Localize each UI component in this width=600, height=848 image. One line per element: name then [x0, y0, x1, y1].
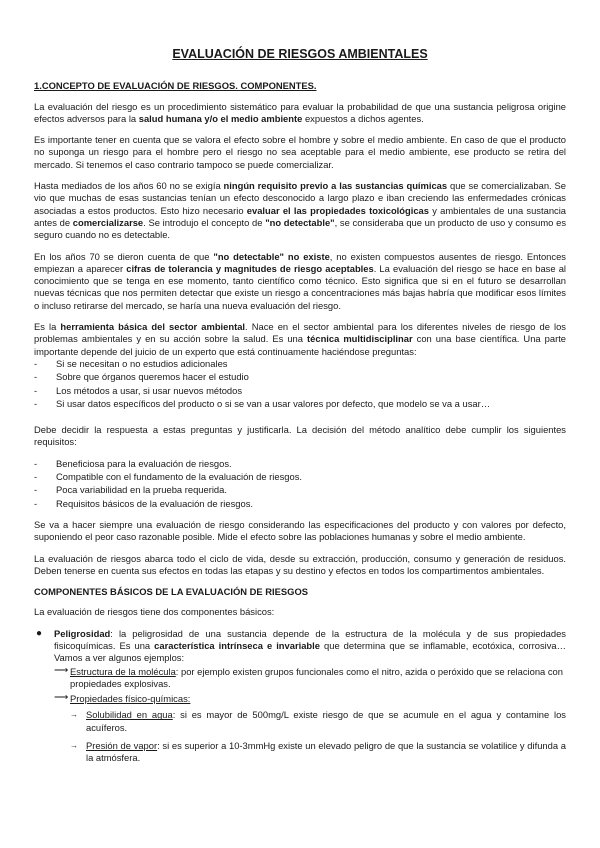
list-item: - Si se necesitan o no estudios adicionales: [34, 358, 566, 370]
document-page: [34, 48, 566, 771]
page-title: EVALUACIÓN DE RIESGOS AMBIENTALES: [172, 47, 428, 61]
list-item: - Los métodos a usar, si usar nuevos métodos: [34, 385, 566, 397]
paragraph-ciclo-vida: La evaluación de riesgos abarca todo el ciclo de vida, desde su extracción, producción, consumo y generación de residuos. Deben tenerse en cuenta sus efectos en todas las etapas y su destino y efectos en todos los compartimentos ambientales.: [34, 552, 566, 576]
list-item: - Sobre que órganos queremos hacer el estudio: [34, 371, 566, 383]
paragraph-herramienta: Es la herramienta básica del sector ambiental. Nace en el sector ambiental para los diferentes niveles de riesgo de los problemas ambientales y en su acción sobre la salud. Es una técnica multidisciplinar con una base científica. Una parte importante depende del juicio de un experto que está continuamente haciéndose preguntas:: [34, 321, 567, 357]
section-heading-componentes: COMPONENTES BÁSICOS DE LA EVALUACIÓN DE RIESGOS: [34, 586, 308, 598]
requirements-list: [34, 458, 566, 510]
paragraph-history-70s: En los años 70 se dieron cuenta de que "no detectable" no existe, no existen compuestos ausentes de riesgo. Entonces empiezan a aparecer cifras de tolerancia y magnitudes de riesgo aceptables. La evaluación del riesgo se hace en base al conocimiento que se tenga en ese momento, tanto científico como técnico. Esto significa que si en el futuro se desarrollan nuevas técnicas que nos permiten detectar que existe un riesgo a concentraciones más bajas habría que modificar esos límites o incluso retirarse del mercado, se haría una nueva evaluación del riesgo.: [34, 250, 566, 311]
paragraph-hombre-ambiente: Es importante tener en cuenta que se valora el efecto sobre el hombre y sobre el medio ambiente. En caso de que el producto no suponga un riesgo para el hombre pero el riesgo no sea aceptable para el medio ambiente, ese producto se retira del mercado. Si tenemos el caso contrario tampoco se puede comercializar.: [34, 134, 566, 170]
list-item: - Beneficiosa para la evaluación de riesgos.: [34, 458, 566, 470]
arrow-item-estructura: ⟶ Estructura de la molécula: por ejemplo existen grupos funcionales como el nitro, azida o peróxido que se relaciona con propiedades explosivas.: [54, 664, 563, 689]
bullet-dot-icon: ●: [36, 627, 43, 639]
section-heading-concepto: 1.CONCEPTO DE EVALUACIÓN DE RIESGOS. COMPONENTES.: [34, 80, 317, 92]
list-item: - Requisitos básicos de la evaluación de riesgos.: [34, 498, 566, 510]
arrow-right-icon: ⟶: [54, 692, 69, 704]
paragraph-peor-caso: Se va a hacer siempre una evaluación de riesgo considerando las especificaciones del producto y con valores por defecto, suponiendo el peor caso razonable posible. Mide el efecto sobre las poblaciones humanas y sobre el medio ambiente.: [34, 518, 566, 543]
sub-item-presion-vapor: → Presión de vapor: si es superior a 10-3mmHg existe un elevado peligro de que la sustancia se volatilice y difunda a la atmósfera.: [70, 740, 566, 764]
arrow-right-icon: →: [70, 710, 78, 720]
questions-list: [34, 358, 566, 410]
paragraph-definition: La evaluación del riesgo es un procedimiento sistemático para evaluar la probabilidad de que una sustancia peligrosa origine efectos adversos para la salud humana y/o el medio ambiente expuestos a dichos agentes.: [34, 100, 566, 124]
list-item: - Compatible con el fundamento de la evaluación de riesgos.: [34, 471, 566, 483]
paragraph-history-60s: Hasta mediados de los años 60 no se exigía ningún requisito previo a las sustancias químicas que se comercializaban. Se vio que muchas de esas sustancias tenían un efecto desconocido a largo plazo e iban creciendo las enfermedades crónicas asociadas a estos productos. Esto hizo necesario evaluar el las propiedades toxicológicas y ambientales de una sustancia antes de comercializarse. Se introdujo el concepto de "no detectable", se consideraba que un producto de uso y consumo es seguro cuando no es detectable.: [34, 180, 567, 241]
sub-item-solubilidad: → Solubilidad en agua: si es mayor de 500mg/L existe riesgo de que se acumule en el agua y contamine los acuíferos.: [70, 709, 566, 733]
arrow-item-propiedades: ⟶ Propiedades físico-químicas:: [54, 692, 191, 705]
paragraph-componentes-intro: La evaluación de riesgos tiene dos componentes básicos:: [34, 606, 275, 618]
paragraph-decision: Debe decidir la respuesta a estas preguntas y justificarla. La decisión del método analítico debe cumplir los siguientes requisitos:: [34, 424, 566, 448]
list-item: - Si usar datos específicos del producto o si se van a usar valores por defecto, que modelo se va a usar…: [34, 398, 566, 410]
list-item: - Poca variabilidad en la prueba requerida.: [34, 484, 566, 496]
bullet-peligrosidad: ● Peligrosidad: la peligrosidad de una sustancia depende de la estructura de la molécula y de sus propiedades fisicoquímicas. Es una característica intrínseca e invariable que determina que se inflamable, ecotóxica, corrosiva… Vamos a ver algunos ejemplos:: [36, 627, 567, 664]
arrow-right-icon: ⟶: [54, 664, 69, 676]
arrow-right-icon: →: [70, 741, 78, 751]
